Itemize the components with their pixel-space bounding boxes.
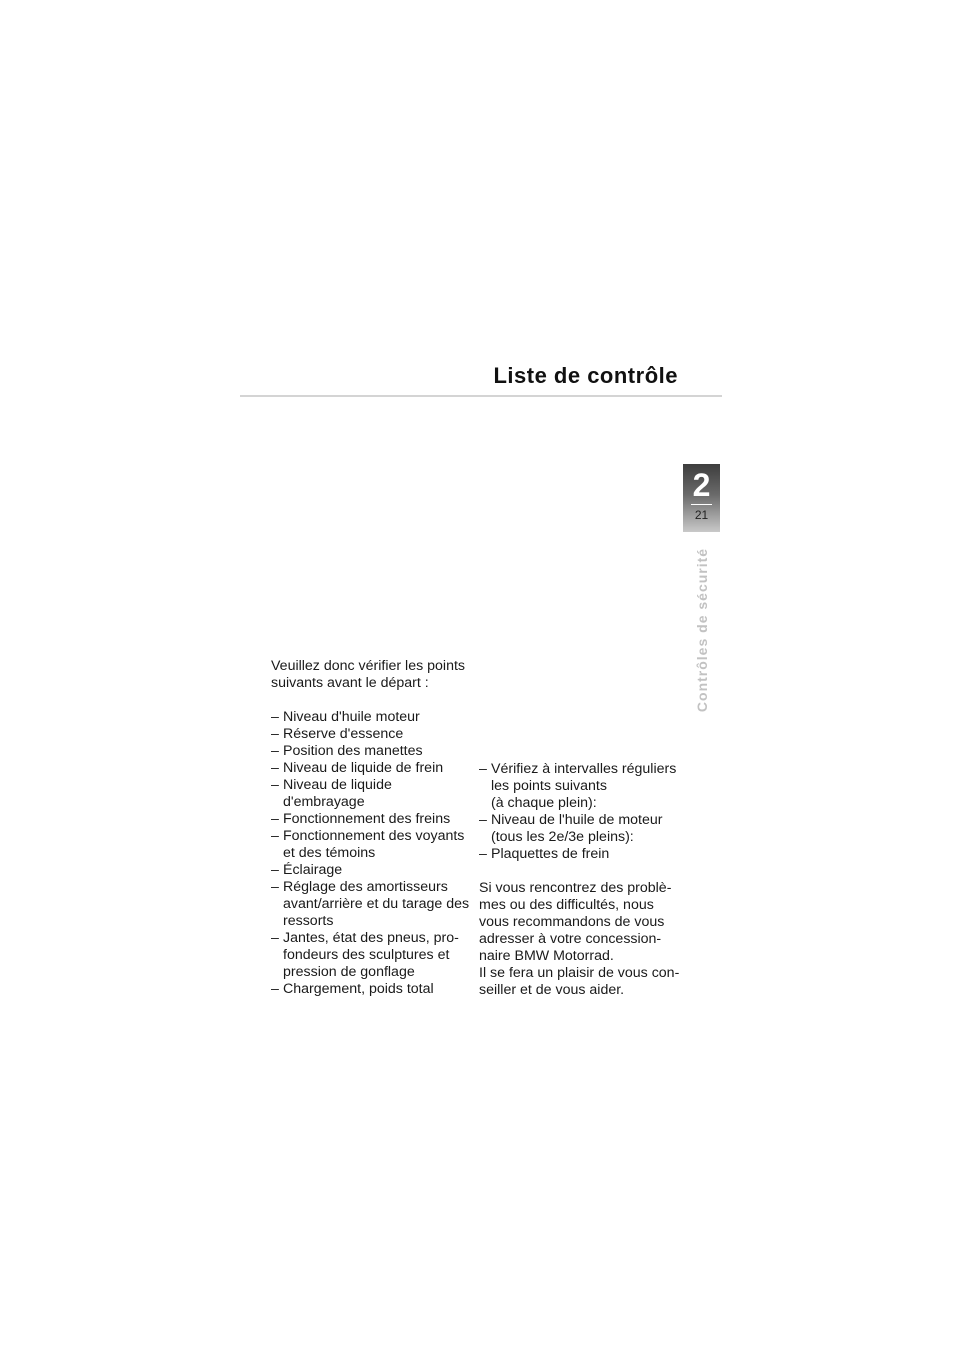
closing-paragraph: Si vous rencontrez des problè- mes ou des difficultés, nous vous recommandons de vous adresser à votre concession- naire BMW Motorrad. Il se fera un plaisir de vous con- seiller et de vous aider. bbox=[479, 880, 680, 998]
list-item: – Niveau de liquide d'embrayage bbox=[271, 777, 471, 811]
page-title: Liste de contrôle bbox=[493, 363, 678, 388]
paragraph-gap bbox=[479, 863, 689, 880]
list-item: – Fonctionnement des freins bbox=[271, 811, 471, 828]
paragraph-gap bbox=[271, 692, 471, 709]
list-item: – Réglage des amortisseurs avant/arrière et du tarage des ressorts bbox=[271, 879, 471, 930]
section-label: Contrôles de sécurité bbox=[694, 547, 710, 713]
list-item: – Position des manettes bbox=[271, 743, 471, 760]
list-item: – Chargement, poids total bbox=[271, 981, 471, 998]
list-item: – Niveau de liquide de frein bbox=[271, 760, 471, 777]
list-item: – Vérifiez à intervalles réguliers les points suivants (à chaque plein): bbox=[479, 761, 689, 812]
chapter-tab bbox=[683, 464, 720, 532]
list-item: – Réserve d'essence bbox=[271, 726, 471, 743]
right-column bbox=[479, 761, 689, 999]
list-item: – Niveau de l'huile de moteur (tous les 2e/3e pleins): bbox=[479, 812, 689, 846]
left-column bbox=[271, 658, 471, 998]
list-item: – Éclairage bbox=[271, 862, 471, 879]
page-number: 21 bbox=[694, 508, 709, 522]
list-item: – Fonctionnement des voyants et des témoins bbox=[271, 828, 471, 862]
checklist-regular-intervals bbox=[479, 761, 689, 863]
list-item: – Jantes, état des pneus, pro- fondeurs des sculptures et pression de gonflage bbox=[271, 930, 471, 981]
checklist-before-departure bbox=[271, 709, 471, 998]
title-divider bbox=[240, 395, 722, 397]
chapter-number: 2 bbox=[692, 467, 711, 503]
intro-paragraph: Veuillez donc vérifier les points suivants avant le départ : bbox=[271, 658, 465, 691]
list-item: – Niveau d'huile moteur bbox=[271, 709, 471, 726]
chapter-divider bbox=[691, 504, 712, 505]
list-item: – Plaquettes de frein bbox=[479, 846, 689, 863]
